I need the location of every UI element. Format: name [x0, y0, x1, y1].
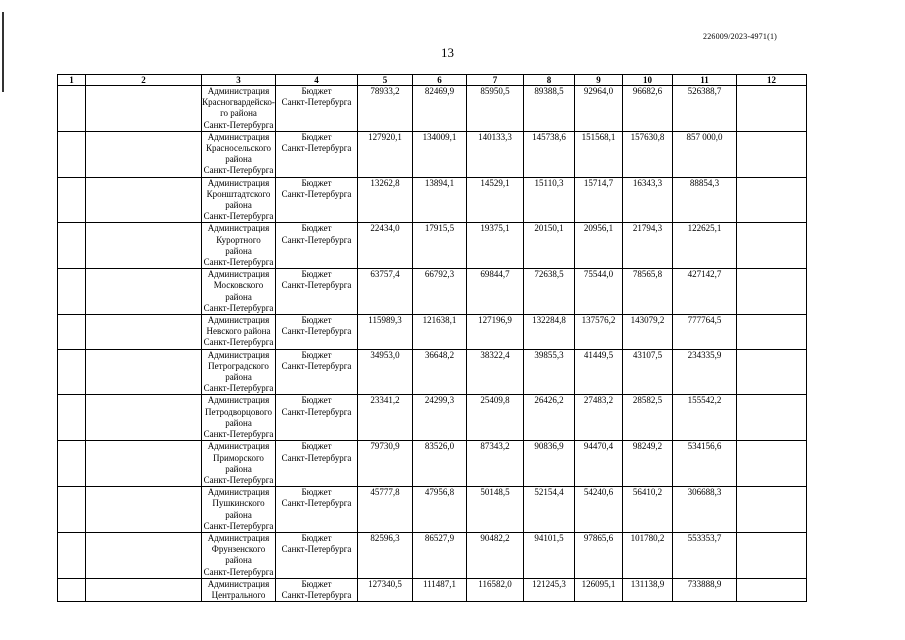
value-cell-col8: 15110,3 [524, 177, 575, 223]
organization-line: Пушкинского [212, 498, 265, 509]
funding-source-line: Бюджет [301, 86, 332, 96]
value-cell-col5: 127340,5 [358, 578, 413, 601]
value-cell-col8: 39855,3 [524, 349, 575, 395]
organization-line: района [225, 509, 252, 520]
value-cell-col7: 87343,2 [467, 441, 524, 487]
funding-source-line: Санкт-Петербурга [281, 326, 352, 337]
organization-line: Санкт-Петербурга [203, 383, 274, 394]
organization-line: района [225, 463, 252, 474]
value-cell-col8: 121245,3 [524, 578, 575, 601]
organization-cell [202, 441, 276, 487]
funding-source-line: Бюджет [301, 223, 332, 234]
value-cell-col5: 45777,8 [358, 487, 413, 533]
organization-line: Администрация [207, 315, 270, 326]
cell-col1 [58, 223, 86, 269]
funding-source-line: Бюджет [301, 395, 332, 406]
cell-col2 [86, 86, 202, 132]
organization-line: Санкт-Петербурга [203, 520, 274, 531]
funding-source-line: Санкт-Петербурга [281, 498, 352, 509]
value-cell-col5: 63757,4 [358, 269, 413, 315]
value-cell-col6: 17915,5 [413, 223, 467, 269]
cell-col1 [58, 131, 86, 177]
funding-source-line: Санкт-Петербурга [281, 234, 352, 245]
organization-line: Санкт-Петербурга [203, 337, 274, 348]
organization-line: Санкт-Петербурга [203, 119, 274, 130]
funding-source-cell [276, 349, 358, 395]
value-cell-col6: 86527,9 [413, 532, 467, 578]
funding-source-cell [276, 131, 358, 177]
table-body [58, 86, 807, 602]
value-cell-col10: 16343,3 [623, 177, 673, 223]
cell-col12 [737, 578, 807, 601]
value-cell-col9: 27483,2 [575, 395, 623, 441]
value-cell-col7: 116582,0 [467, 578, 524, 601]
column-header-5: 5 [358, 75, 413, 86]
total-cell: 777764,5 [673, 315, 737, 350]
value-cell-col9: 92964,0 [575, 86, 623, 132]
cell-col12 [737, 131, 807, 177]
cell-col2 [86, 131, 202, 177]
organization-line: Администрация [207, 349, 270, 360]
value-cell-col7: 140133,3 [467, 131, 524, 177]
value-cell-col9: 126095,1 [575, 578, 623, 601]
cell-col2 [86, 487, 202, 533]
cell-col1 [58, 349, 86, 395]
value-cell-col10: 143079,2 [623, 315, 673, 350]
organization-line: Санкт-Петербурга [203, 257, 274, 268]
organization-line: Петродворцового [204, 406, 273, 417]
funding-source-cell [276, 395, 358, 441]
value-cell-col10: 98249,2 [623, 441, 673, 487]
value-cell-col6: 134009,1 [413, 131, 467, 177]
total-cell: 526388,7 [673, 86, 737, 132]
funding-source-cell [276, 532, 358, 578]
funding-source-cell [276, 578, 358, 601]
organization-line: Санкт-Петербурга [203, 566, 274, 577]
total-cell: 857 000,0 [673, 131, 737, 177]
cell-col1 [58, 441, 86, 487]
value-cell-col5: 23341,2 [358, 395, 413, 441]
value-cell-col10: 96682,6 [623, 86, 673, 132]
value-cell-col10: 43107,5 [623, 349, 673, 395]
document-number: 226009/2023-4971(1) [703, 32, 778, 41]
column-header-2: 2 [86, 75, 202, 86]
budget-table [57, 74, 807, 602]
funding-source-line: Бюджет [301, 532, 332, 543]
value-cell-col10: 101780,2 [623, 532, 673, 578]
cell-col12 [737, 177, 807, 223]
cell-col1 [58, 315, 86, 350]
organization-line: Администрация [207, 131, 270, 142]
funding-source-cell [276, 441, 358, 487]
value-cell-col9: 54240,6 [575, 487, 623, 533]
funding-source-line: Бюджет [301, 177, 332, 188]
cell-col12 [737, 349, 807, 395]
value-cell-col8: 89388,5 [524, 86, 575, 132]
organization-cell [202, 177, 276, 223]
organization-cell [202, 223, 276, 269]
funding-source-cell [276, 269, 358, 315]
column-header-3: 3 [202, 75, 276, 86]
value-cell-col6: 111487,1 [413, 578, 467, 601]
cell-col12 [737, 315, 807, 350]
value-cell-col7: 25409,8 [467, 395, 524, 441]
cell-col2 [86, 578, 202, 601]
organization-cell [202, 86, 276, 132]
cell-col2 [86, 177, 202, 223]
organization-line: района [225, 417, 252, 428]
value-cell-col10: 21794,3 [623, 223, 673, 269]
organization-line: района [225, 154, 252, 165]
funding-source-line: Санкт-Петербурга [281, 406, 352, 417]
column-header-6: 6 [413, 75, 467, 86]
organization-line: Кронштадтского [206, 188, 271, 199]
funding-source-line: Бюджет [301, 578, 332, 589]
organization-line: Петроградского [208, 360, 269, 371]
value-cell-col9: 20956,1 [575, 223, 623, 269]
value-cell-col10: 131138,9 [623, 578, 673, 601]
funding-source-cell [276, 86, 358, 132]
organization-line: Санкт-Петербурга [203, 474, 274, 485]
funding-source-line: Санкт-Петербурга [281, 544, 352, 555]
value-cell-col8: 90836,9 [524, 441, 575, 487]
organization-line: района [225, 372, 252, 383]
funding-source-line: Санкт-Петербурга [281, 188, 352, 199]
organization-line: Администрация [207, 487, 270, 498]
value-cell-col6: 47956,8 [413, 487, 467, 533]
value-cell-col9: 41449,5 [575, 349, 623, 395]
value-cell-col8: 145738,6 [524, 131, 575, 177]
organization-line: го района [220, 108, 257, 119]
funding-source-cell [276, 315, 358, 350]
cell-col2 [86, 349, 202, 395]
value-cell-col6: 83526,0 [413, 441, 467, 487]
funding-source-line: Бюджет [301, 315, 332, 326]
value-cell-col7: 69844,7 [467, 269, 524, 315]
total-cell: 534156,6 [673, 441, 737, 487]
cell-col12 [737, 86, 807, 132]
cell-col2 [86, 269, 202, 315]
cell-col12 [737, 532, 807, 578]
cell-col1 [58, 86, 86, 132]
value-cell-col8: 72638,5 [524, 269, 575, 315]
organization-line: Фрунзенского [211, 544, 266, 555]
organization-cell [202, 487, 276, 533]
cell-col2 [86, 395, 202, 441]
organization-cell [202, 578, 276, 601]
value-cell-col8: 26426,2 [524, 395, 575, 441]
organization-line: Курортного [216, 234, 261, 245]
organization-line: Администрация [207, 223, 270, 234]
cell-col2 [86, 223, 202, 269]
organization-line: Красногвардейско- [202, 97, 275, 108]
page-number: 13 [441, 45, 454, 60]
value-cell-col5: 115989,3 [358, 315, 413, 350]
cell-col1 [58, 269, 86, 315]
cell-col12 [737, 269, 807, 315]
funding-source-line: Санкт-Петербурга [281, 589, 352, 600]
value-cell-col10: 78565,8 [623, 269, 673, 315]
organization-line: района [225, 555, 252, 566]
value-cell-col7: 14529,1 [467, 177, 524, 223]
organization-line: Санкт-Петербурга [203, 165, 274, 176]
value-cell-col9: 137576,2 [575, 315, 623, 350]
value-cell-col6: 24299,3 [413, 395, 467, 441]
organization-line: Администрация [207, 532, 270, 543]
value-cell-col6: 66792,3 [413, 269, 467, 315]
value-cell-col6: 13894,1 [413, 177, 467, 223]
organization-line: Центрального [211, 589, 266, 600]
organization-cell [202, 315, 276, 350]
table-row [58, 441, 807, 487]
organization-cell [202, 269, 276, 315]
table-row [58, 578, 807, 601]
value-cell-col7: 50148,5 [467, 487, 524, 533]
funding-source-line: Бюджет [301, 441, 332, 452]
organization-cell [202, 395, 276, 441]
value-cell-col7: 127196,9 [467, 315, 524, 350]
value-cell-col7: 38322,4 [467, 349, 524, 395]
organization-line: Красносельского [205, 143, 272, 154]
organization-cell [202, 131, 276, 177]
funding-source-line: Бюджет [301, 269, 332, 280]
cell-col2 [86, 315, 202, 350]
total-cell: 306688,3 [673, 487, 737, 533]
table-row [58, 349, 807, 395]
table-row [58, 395, 807, 441]
value-cell-col9: 94470,4 [575, 441, 623, 487]
value-cell-col5: 34953,0 [358, 349, 413, 395]
value-cell-col5: 13262,8 [358, 177, 413, 223]
funding-source-line: Санкт-Петербурга [281, 280, 352, 291]
column-header-11: 11 [673, 75, 737, 86]
column-header-4: 4 [276, 75, 358, 86]
value-cell-col9: 15714,7 [575, 177, 623, 223]
cell-col1 [58, 578, 86, 601]
cell-col12 [737, 487, 807, 533]
funding-source-line: Санкт-Петербурга [281, 143, 352, 154]
value-cell-col7: 85950,5 [467, 86, 524, 132]
value-cell-col6: 82469,9 [413, 86, 467, 132]
table-row [58, 86, 807, 132]
value-cell-col8: 52154,4 [524, 487, 575, 533]
table-row [58, 269, 807, 315]
organization-line: Администрация [207, 86, 270, 96]
funding-source-cell [276, 177, 358, 223]
value-cell-col6: 121638,1 [413, 315, 467, 350]
total-cell: 122625,1 [673, 223, 737, 269]
cell-col1 [58, 532, 86, 578]
cell-col12 [737, 441, 807, 487]
cell-col12 [737, 395, 807, 441]
value-cell-col10: 56410,2 [623, 487, 673, 533]
column-header-9: 9 [575, 75, 623, 86]
total-cell: 155542,2 [673, 395, 737, 441]
value-cell-col5: 79730,9 [358, 441, 413, 487]
organization-line: района [225, 245, 252, 256]
organization-line: Санкт-Петербурга [203, 302, 274, 313]
funding-source-line: Бюджет [301, 349, 332, 360]
value-cell-col9: 97865,6 [575, 532, 623, 578]
column-header-8: 8 [524, 75, 575, 86]
value-cell-col7: 19375,1 [467, 223, 524, 269]
organization-line: Санкт-Петербурга [203, 429, 274, 440]
value-cell-col8: 94101,5 [524, 532, 575, 578]
scan-edge-mark [2, 12, 4, 92]
organization-line: Администрация [207, 395, 270, 406]
cell-col2 [86, 441, 202, 487]
value-cell-col9: 151568,1 [575, 131, 623, 177]
value-cell-col10: 157630,8 [623, 131, 673, 177]
value-cell-col7: 90482,2 [467, 532, 524, 578]
organization-line: Администрация [207, 578, 270, 589]
total-cell: 88854,3 [673, 177, 737, 223]
total-cell: 733888,9 [673, 578, 737, 601]
value-cell-col6: 36648,2 [413, 349, 467, 395]
column-header-12: 12 [737, 75, 807, 86]
column-header-7: 7 [467, 75, 524, 86]
value-cell-col5: 127920,1 [358, 131, 413, 177]
organization-line: Администрация [207, 269, 270, 280]
column-header-10: 10 [623, 75, 673, 86]
funding-source-line: Санкт-Петербурга [281, 97, 352, 108]
table-row [58, 223, 807, 269]
organization-line: Московского [213, 280, 264, 291]
cell-col12 [737, 223, 807, 269]
funding-source-line: Бюджет [301, 487, 332, 498]
funding-source-line: Бюджет [301, 131, 332, 142]
cell-col1 [58, 395, 86, 441]
value-cell-col9: 75544,0 [575, 269, 623, 315]
cell-col1 [58, 487, 86, 533]
total-cell: 427142,7 [673, 269, 737, 315]
value-cell-col10: 28582,5 [623, 395, 673, 441]
column-header-1: 1 [58, 75, 86, 86]
organization-line: Приморского [213, 452, 264, 463]
organization-line: Администрация [207, 441, 270, 452]
organization-line: Администрация [207, 177, 270, 188]
table-row [58, 131, 807, 177]
organization-line: Санкт-Петербурга [203, 211, 274, 222]
table-row [58, 315, 807, 350]
organization-cell [202, 532, 276, 578]
organization-line: Невского района [206, 326, 271, 337]
organization-line: района [225, 200, 252, 211]
value-cell-col5: 22434,0 [358, 223, 413, 269]
total-cell: 234335,9 [673, 349, 737, 395]
funding-source-cell [276, 487, 358, 533]
funding-source-line: Санкт-Петербурга [281, 360, 352, 371]
value-cell-col5: 82596,3 [358, 532, 413, 578]
funding-source-cell [276, 223, 358, 269]
column-header-row [58, 75, 807, 86]
funding-source-line: Санкт-Петербурга [281, 452, 352, 463]
value-cell-col5: 78933,2 [358, 86, 413, 132]
value-cell-col8: 132284,8 [524, 315, 575, 350]
value-cell-col8: 20150,1 [524, 223, 575, 269]
table-row [58, 177, 807, 223]
organization-cell [202, 349, 276, 395]
organization-line: района [225, 291, 252, 302]
cell-col1 [58, 177, 86, 223]
cell-col2 [86, 532, 202, 578]
table-row [58, 487, 807, 533]
total-cell: 553353,7 [673, 532, 737, 578]
table-row [58, 532, 807, 578]
